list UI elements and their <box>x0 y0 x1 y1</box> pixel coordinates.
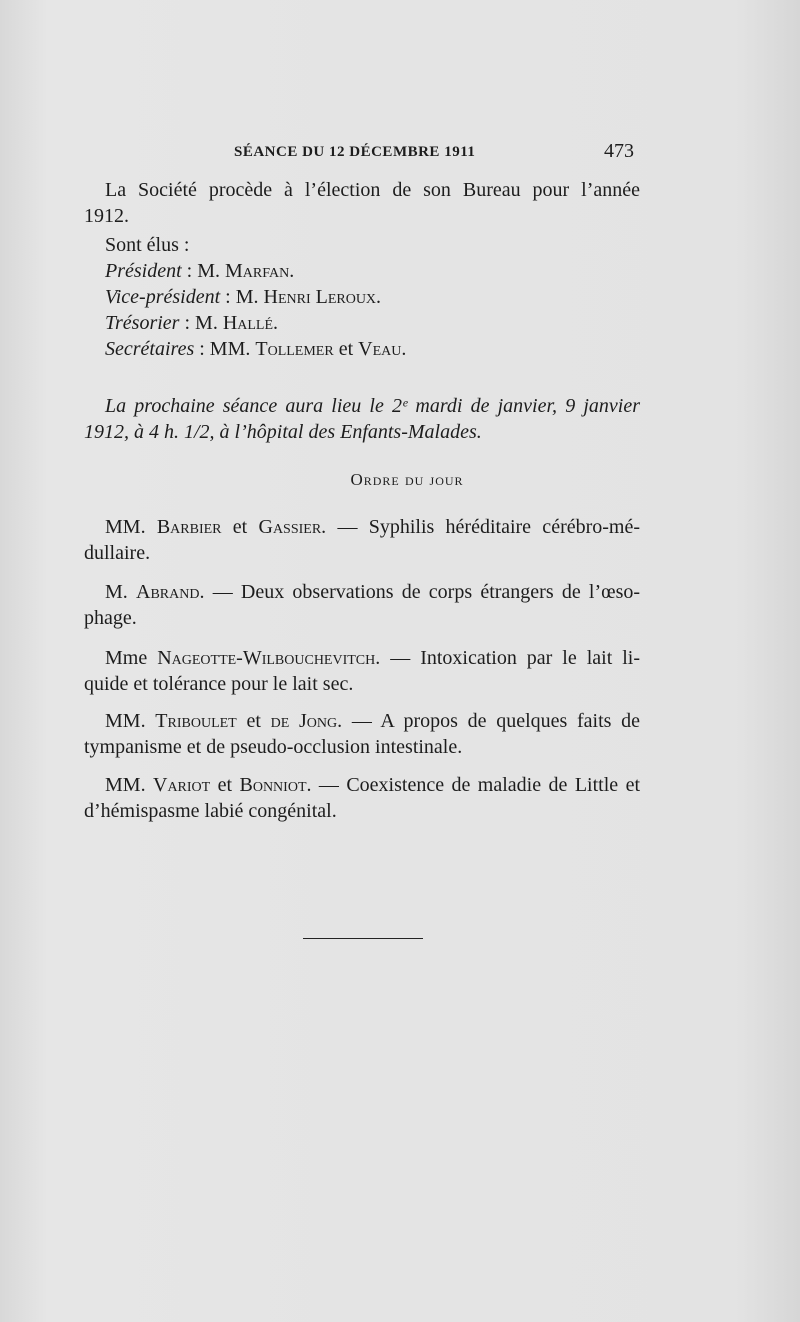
agenda-item-prefix: MM. <box>105 710 146 732</box>
next-session-line-2: 1912, à 4 h. 1/2, à l’hôpital des Enfants-Malades. <box>84 421 482 443</box>
agenda-item-line-1 <box>84 579 640 605</box>
closing-rule <box>303 938 423 939</box>
elected-list <box>84 232 640 362</box>
agenda-item-author: Abrand. <box>136 581 205 603</box>
treasurer-name: Hallé. <box>222 312 279 334</box>
agenda-item-prefix: M. <box>105 581 128 603</box>
agenda-item-line-2: tympanisme et de pseudo-occlusion intestinale. <box>84 736 463 758</box>
agenda-item-author: Barbier <box>156 516 222 538</box>
agenda-item-and: et <box>232 516 248 538</box>
secretaries-name-2: Veau. <box>358 338 407 360</box>
agenda-heading-text: Ordre du jour <box>350 470 464 489</box>
secretaries-and: et <box>338 338 354 360</box>
agenda-item-title: — Coexistence de maladie de Little et <box>318 774 640 796</box>
election-intro-line-2: 1912. <box>84 205 129 227</box>
agenda-item-title: — Deux observations de corps étrangers de l’œso- <box>212 581 641 603</box>
agenda-item <box>84 579 640 631</box>
agenda-item-line-2: quide et tolérance pour le lait sec. <box>84 673 354 695</box>
agenda-heading <box>0 470 800 490</box>
agenda-item-author: Nageotte-Wilbouchevitch. <box>157 647 381 669</box>
vice-president-name: Henri Leroux. <box>263 286 382 308</box>
vice-president-line: Vice-président : M. Henri Leroux. <box>105 286 382 308</box>
president-name: Marfan. <box>225 260 295 282</box>
next-session-paragraph <box>84 393 640 445</box>
agenda-item-author-2: de Jong. <box>270 710 343 732</box>
agenda-item-title: — Intoxication par le lait li- <box>390 647 640 669</box>
agenda-item-line-1 <box>84 708 640 734</box>
elected-label: Sont élus : <box>105 234 190 256</box>
vice-president-role: Vice-président <box>105 286 221 308</box>
agenda-item-and: et <box>217 774 233 796</box>
next-session-line-1: La prochaine séance aura lieu le 2ᵉ mardi de janvier, 9 janvier <box>105 395 640 417</box>
secretaries-title: MM. <box>209 338 251 360</box>
agenda-item-author-2: Bonniot. <box>239 774 312 796</box>
agenda-item-and: et <box>246 710 261 732</box>
election-intro-line-1: La Société procède à l’élection de son Bureau pour l’année <box>105 179 640 201</box>
agenda-item-title: — A propos de quelques faits de <box>351 710 641 732</box>
agenda-item-prefix: Mme <box>105 647 148 669</box>
president-role: Président <box>105 260 182 282</box>
agenda-item-line-2: dullaire. <box>84 542 151 564</box>
agenda-item-author: Variot <box>153 774 211 796</box>
agenda-item <box>84 772 640 824</box>
agenda-item <box>84 645 640 697</box>
secretaries-name-1: Tollemer <box>255 338 334 360</box>
treasurer-line: Trésorier : M. Hallé. <box>105 312 279 334</box>
agenda-item-author: Triboulet <box>155 710 237 732</box>
election-paragraph <box>84 177 640 229</box>
page-number: 473 <box>604 140 634 162</box>
agenda-item-prefix: MM. <box>105 774 146 796</box>
agenda-item-line-2: phage. <box>84 607 137 629</box>
agenda-item-line-1 <box>84 514 640 540</box>
treasurer-title: M. <box>195 312 218 334</box>
agenda-item-line-1 <box>84 645 640 671</box>
president-line: Président : M. Marfan. <box>105 260 295 282</box>
agenda-item-line-2: d’hémispasme labié congénital. <box>84 800 337 822</box>
agenda-item <box>84 708 640 760</box>
president-title: M. <box>197 260 221 282</box>
treasurer-role: Trésorier <box>105 312 180 334</box>
agenda-item-title: — Syphilis héréditaire cérébro-mé- <box>337 516 641 538</box>
running-head: SÉANCE DU 12 DÉCEMBRE 1911 <box>234 144 476 160</box>
agenda-item-line-1 <box>84 772 640 798</box>
secretaries-line: Secrétaires : MM. Tollemer et Veau. <box>105 338 407 360</box>
agenda-item <box>84 514 640 566</box>
agenda-item-prefix: MM. <box>105 516 146 538</box>
vice-president-title: M. <box>235 286 259 308</box>
secretaries-role: Secrétaires <box>105 338 195 360</box>
agenda-item-author-2: Gassier. <box>258 516 327 538</box>
